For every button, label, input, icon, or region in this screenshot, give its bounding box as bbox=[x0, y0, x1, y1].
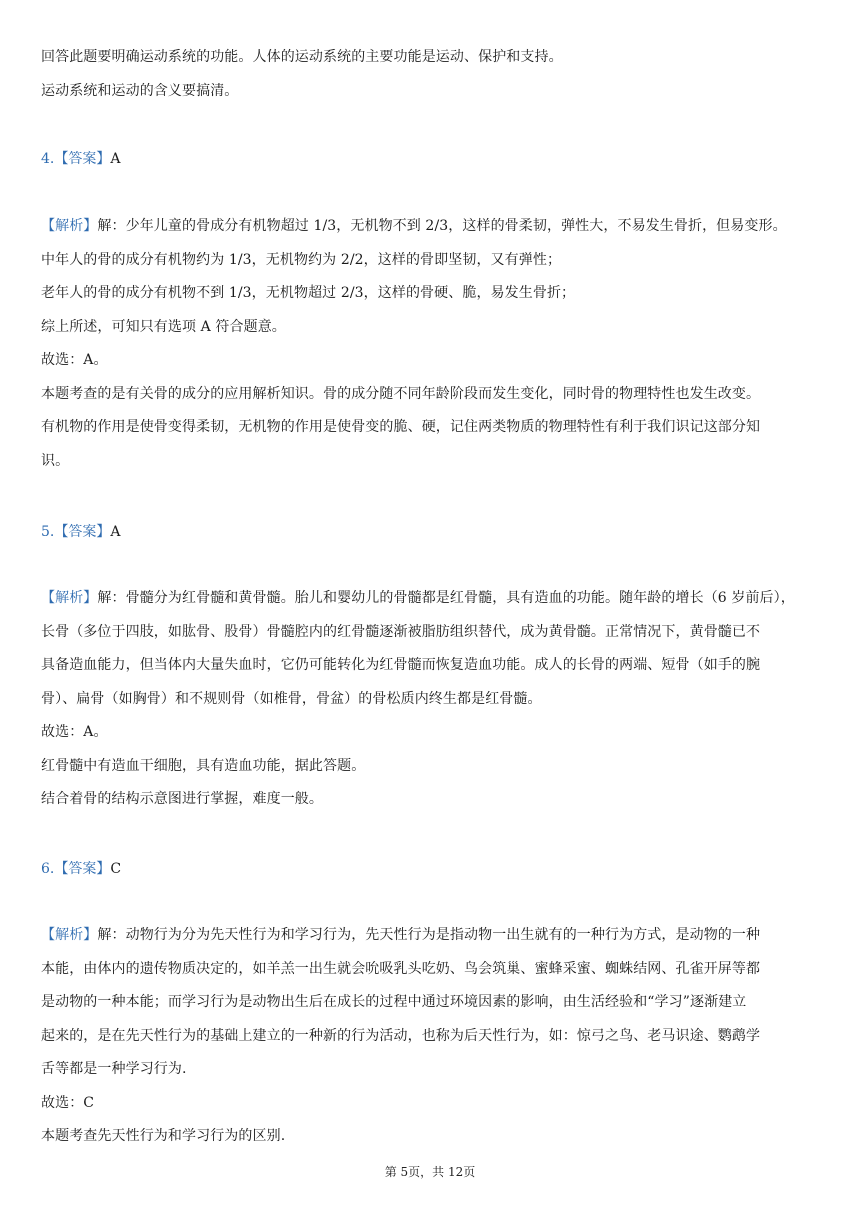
answer-tag: 【答案】 bbox=[54, 524, 111, 540]
text-line-content: 解：少年儿童的骨成分有机物超过 1/3，无机物不到 2/3，这样的骨柔韧，弹性大，不易发生骨折，但易变形。 bbox=[97, 218, 787, 234]
analysis-tag: 【解析】 bbox=[41, 590, 98, 606]
intro-paragraph bbox=[41, 41, 825, 108]
text-line bbox=[41, 210, 825, 244]
question-number: 4. bbox=[41, 151, 55, 167]
answer-heading-q4 bbox=[41, 149, 120, 169]
text-line: 故选：A。 bbox=[41, 724, 108, 740]
text-line: 是动物的一种本能；而学习行为是动物出生后在成长的过程中通过环境因素的影响，由生活经验和“学习”逐渐建立 bbox=[41, 994, 747, 1010]
question-number: 5. bbox=[41, 524, 55, 540]
text-line bbox=[41, 582, 825, 616]
text-line bbox=[41, 919, 825, 953]
text-line: 回答此题要明确运动系统的功能。人体的运动系统的主要功能是运动、保护和支持。 bbox=[41, 49, 563, 65]
analysis-tag: 【解析】 bbox=[41, 927, 98, 943]
analysis-q5 bbox=[41, 582, 825, 817]
answer-value: A bbox=[110, 151, 121, 167]
text-line-content: 解：骨髓分为红骨髓和黄骨髓。胎儿和婴幼儿的骨髓都是红骨髓，具有造血的功能。随年龄的增长（6 岁前后）， bbox=[97, 590, 795, 606]
text-line: 起来的，是在先天性行为的基础上建立的一种新的行为活动，也称为后天性行为，如：惊弓之鸟、老马识途、鹦鹉学 bbox=[41, 1027, 761, 1044]
answer-value: C bbox=[110, 861, 122, 877]
text-line: 故选：C bbox=[41, 1094, 95, 1111]
answer-value: A bbox=[110, 524, 121, 540]
text-line: 综上所述，可知只有选项 A 符合题意。 bbox=[41, 318, 286, 335]
text-line: 红骨髓中有造血干细胞，具有造血功能，据此答题。 bbox=[41, 757, 366, 774]
text-line: 具备造血能力，但当体内大量失血时，它仍可能转化为红骨髓而恢复造血功能。成人的长骨的两端、短骨（如手的腕 bbox=[41, 657, 761, 673]
text-line: 运动系统和运动的含义要搞清。 bbox=[41, 82, 239, 99]
page-footer: 第 5页，共 12页 bbox=[384, 1165, 476, 1179]
analysis-q6 bbox=[41, 919, 825, 1154]
answer-heading-q6 bbox=[41, 859, 121, 879]
text-line: 识。 bbox=[41, 452, 70, 469]
analysis-tag: 【解析】 bbox=[41, 218, 98, 234]
text-line: 结合着骨的结构示意图进行掌握，难度一般。 bbox=[41, 791, 323, 807]
text-line: 本题考查先天性行为和学习行为的区别. bbox=[41, 1128, 286, 1144]
answer-heading-q5 bbox=[41, 522, 120, 542]
text-line: 老年人的骨的成分有机物不到 1/3，无机物超过 2/3，这样的骨硬、脆，易发生骨折； bbox=[41, 285, 576, 301]
answer-tag: 【答案】 bbox=[54, 151, 111, 167]
text-line: 骨）、扁骨（如胸骨）和不规则骨（如椎骨，骨盆）的骨松质内终生都是红骨髓。 bbox=[41, 690, 542, 707]
analysis-q4 bbox=[41, 210, 825, 478]
answer-tag: 【答案】 bbox=[54, 861, 111, 877]
text-line: 本题考查的是有关骨的成分的应用解析知识。骨的成分随不同年龄阶段而发生变化，同时骨的物理特性也发生改变。 bbox=[41, 385, 761, 402]
text-line: 中年人的骨的成分有机物约为 1/3，无机物约为 2/2，这样的骨即坚韧，又有弹性； bbox=[41, 251, 562, 268]
text-line: 有机物的作用是使骨变得柔韧，无机物的作用是使骨变的脆、硬，记住两类物质的物理特性有利于我们识记这部分知 bbox=[41, 419, 761, 435]
text-line: 故选：A。 bbox=[41, 352, 108, 368]
text-line-content: 解：动物行为分为先天性行为和学习行为，先天性行为是指动物一出生就有的一种行为方式，是动物的一种 bbox=[97, 927, 761, 943]
text-line: 本能，由体内的遗传物质决定的，如羊羔一出生就会吮吸乳头吃奶、鸟会筑巢、蜜蜂采蜜、蜘蛛结网、孔雀开屏等都 bbox=[41, 960, 761, 977]
text-line: 舌等都是一种学习行为. bbox=[41, 1061, 187, 1077]
question-number: 6. bbox=[41, 861, 55, 877]
text-line: 长骨（多位于四肢，如肱骨、股骨）骨髓腔内的红骨髓逐渐被脂肪组织替代，成为黄骨髓。正常情况下，黄骨髓已不 bbox=[41, 623, 761, 640]
